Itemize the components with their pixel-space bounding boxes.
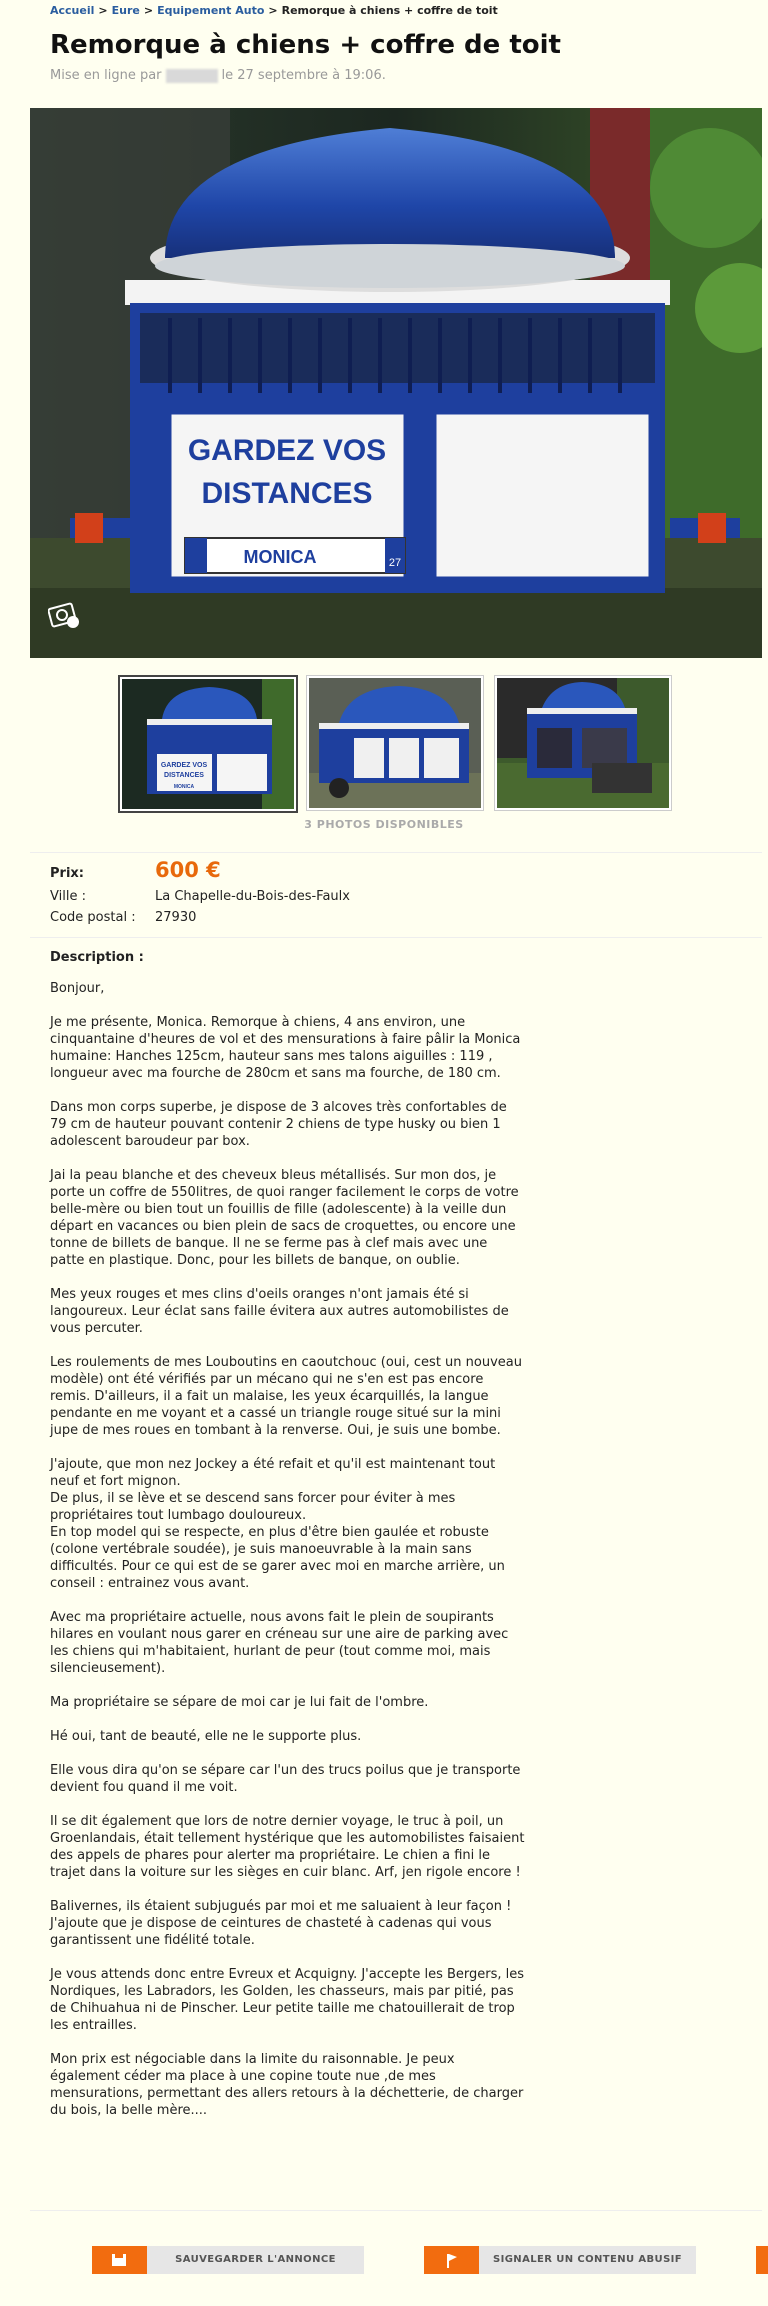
description-paragraph: Ma propriétaire se sépare de moi car je lui fait de l'ombre.	[50, 1695, 429, 1710]
thumbnail-plate: MONICA	[173, 784, 195, 790]
sign-line-1: GARDEZ VOS	[187, 434, 387, 467]
description-paragraph: Balivernes, ils étaient subjugués par moi et me saluaient à leur façon ! J'ajoute que je dispose de ceintures de chasteté à cadenas qui vous garantissent une fidélité totale.	[50, 1899, 512, 1948]
report-abuse-label: SIGNALER UN CONTENU ABUSIF	[492, 2254, 683, 2265]
thumbnail-strip	[118, 675, 678, 810]
blurred-author-name	[166, 69, 218, 83]
flag-icon	[424, 2246, 479, 2274]
report-abuse-button[interactable]	[424, 2246, 696, 2274]
zip-value: 27930	[155, 910, 197, 925]
price-value: 600 €	[155, 858, 221, 882]
divider	[30, 937, 762, 938]
breadcrumb-separator: >	[143, 4, 154, 17]
plate-number: 27	[388, 557, 402, 569]
breadcrumb-region-link[interactable]: Eure	[111, 4, 140, 17]
description-paragraph: Avec ma propriétaire actuelle, nous avons fait le plein de soupirants hilares en voulant nous garer en créneau sur une aire de parking avec les chiens qui m'habitaient, hurlant de peur (tout comme moi, mais silencieusement).	[50, 1610, 509, 1676]
description-paragraph: Les roulements de mes Louboutins en caoutchouc (oui, cest un nouveau modèle) ont été vérifiés par un mécano qui ne s'en est pas encore remis. D'ailleurs, il a fait un malaise, les yeux écarquillés, la langue pendante en me voyant et a cassé un triangle rouge situé sur la mini jupe de mes roues en tombant à la renverse. Oui, je suis une bombe.	[50, 1355, 522, 1438]
city-value: La Chapelle-du-Bois-des-Faulx	[155, 889, 350, 904]
thumbnail-3-image	[497, 678, 669, 808]
trailer-photo	[30, 108, 762, 658]
save-ad-button[interactable]	[92, 2246, 364, 2274]
description-paragraph: Elle vous dira qu'on se sépare car l'un des trucs poilus que je transporte devient fou quand il me voit.	[50, 1763, 521, 1795]
posted-meta	[50, 68, 386, 83]
breadcrumb	[50, 4, 498, 17]
description-paragraph: Jai la peau blanche et des cheveux bleus métallisés. Sur mon dos, je porte un coffre de 550litres, de quoi ranger facilement le corps de votre belle-mère ou bien tout un fouillis de fille (adolescente) à la veille dun départ en vacances ou bien plein de sacs de croquettes, ou encore une tonne de billets de banque. Il ne se ferme pas à clef mais avec une patte en plastique. Donc, pour les billets de banque, on oublie.	[50, 1168, 519, 1268]
breadcrumb-separator: >	[268, 4, 278, 17]
sign-line-2: DISTANCES	[201, 477, 373, 510]
thumbnail-1-image	[122, 679, 294, 809]
partial-action-button[interactable]	[756, 2246, 768, 2274]
divider	[30, 852, 762, 853]
breadcrumb-home-link[interactable]: Accueil	[50, 4, 95, 17]
plate-name: MONICA	[243, 547, 317, 567]
camera-icon	[48, 600, 82, 630]
thumbnail-sign-line-1: GARDEZ VOS	[160, 762, 208, 769]
description-paragraph: Mes yeux rouges et mes clins d'oeils oranges n'ont jamais été si langoureux. Leur éclat sans faille évitera aux autres automobilistes de vous percuter.	[50, 1287, 509, 1336]
description-paragraph: Mon prix est négociable dans la limite du raisonnable. Je peux également céder ma place à une copine toute nue ,de mes mensurations, permettant des allers retours à la déchetterie, de charger du bois, la belle mère....	[50, 2052, 524, 2118]
thumbnail-2-image	[309, 678, 481, 808]
description-paragraph: Je vous attends donc entre Evreux et Acquigny. J'accepte les Bergers, les Nordiques, les Labradors, les Golden, les chasseurs, mais par pitié, pas de Chihuahua ni de Pinscher. Leur petite taille me chatouillerait de trop les entrailles.	[50, 1967, 525, 2033]
divider	[30, 2210, 762, 2211]
breadcrumb-current: Remorque à chiens + coffre de toit	[281, 4, 498, 17]
photos-available-count: 3 PHOTOS DISPONIBLES	[304, 818, 464, 831]
save-icon	[92, 2246, 147, 2274]
breadcrumb-category-link[interactable]: Equipement Auto	[157, 4, 265, 17]
description-paragraph: Je me présente, Monica. Remorque à chiens, 4 ans environ, une cinquantaine d'heures de vol et des mensurations à faire pâlir la Monica humaine: Hanches 125cm, hauteur sans mes talons aiguilles : 119 , longueur avec ma fourche de 280cm et sans ma fourche, de 180 cm.	[50, 1015, 521, 1081]
description-paragraph: Il se dit également que lors de notre dernier voyage, le truc à poil, un Groenlandais, était tellement hystérique que les automobilistes faisaient des appels de phares pour alerter ma propriétaire. Le chien a fini le trajet dans la voiture sur les sièges en cuir blanc. Arf, jen rigole encore !	[50, 1814, 525, 1880]
thumbnail-sign-line-2: DISTANCES	[164, 772, 204, 779]
thumbnail-1[interactable]	[118, 675, 298, 813]
main-photo[interactable]	[30, 108, 762, 658]
page-title: Remorque à chiens + coffre de toit	[50, 30, 561, 60]
price-label: Prix:	[50, 866, 84, 881]
posted-by-label: Mise en ligne par	[50, 68, 162, 83]
save-ad-label: SAUVEGARDER L'ANNONCE	[175, 2254, 336, 2265]
posted-date: le 27 septembre à 19:06.	[221, 68, 386, 83]
description-paragraph: Bonjour,	[50, 981, 105, 996]
thumbnail-2[interactable]	[306, 675, 484, 811]
breadcrumb-separator: >	[98, 4, 108, 17]
description-paragraph: Dans mon corps superbe, je dispose de 3 alcoves très confortables de 79 cm de hauteur pouvant contenir 2 chiens de type husky ou bien 1 adolescent baroudeur par box.	[50, 1100, 507, 1149]
description-title: Description :	[50, 950, 144, 965]
description-paragraph: Hé oui, tant de beauté, elle ne le supporte plus.	[50, 1729, 362, 1744]
city-label: Ville :	[50, 889, 86, 904]
thumbnail-3[interactable]	[494, 675, 672, 811]
description-body	[50, 980, 525, 2136]
description-paragraph: J'ajoute, que mon nez Jockey a été refait et qu'il est maintenant tout neuf et fort mignon. De plus, il se lève et se descend sans forcer pour éviter à mes propriétaires tout lumbago douloureux. En top model qui se respecte, en plus d'être bien gaulée et robuste (colone vertébrale soudée), je suis manoeuvrable à la main sans difficultés. Pour ce qui est de se garer avec moi en marche arrière, un conseil : entrainez vous avant.	[50, 1457, 505, 1591]
zip-label: Code postal :	[50, 910, 136, 925]
